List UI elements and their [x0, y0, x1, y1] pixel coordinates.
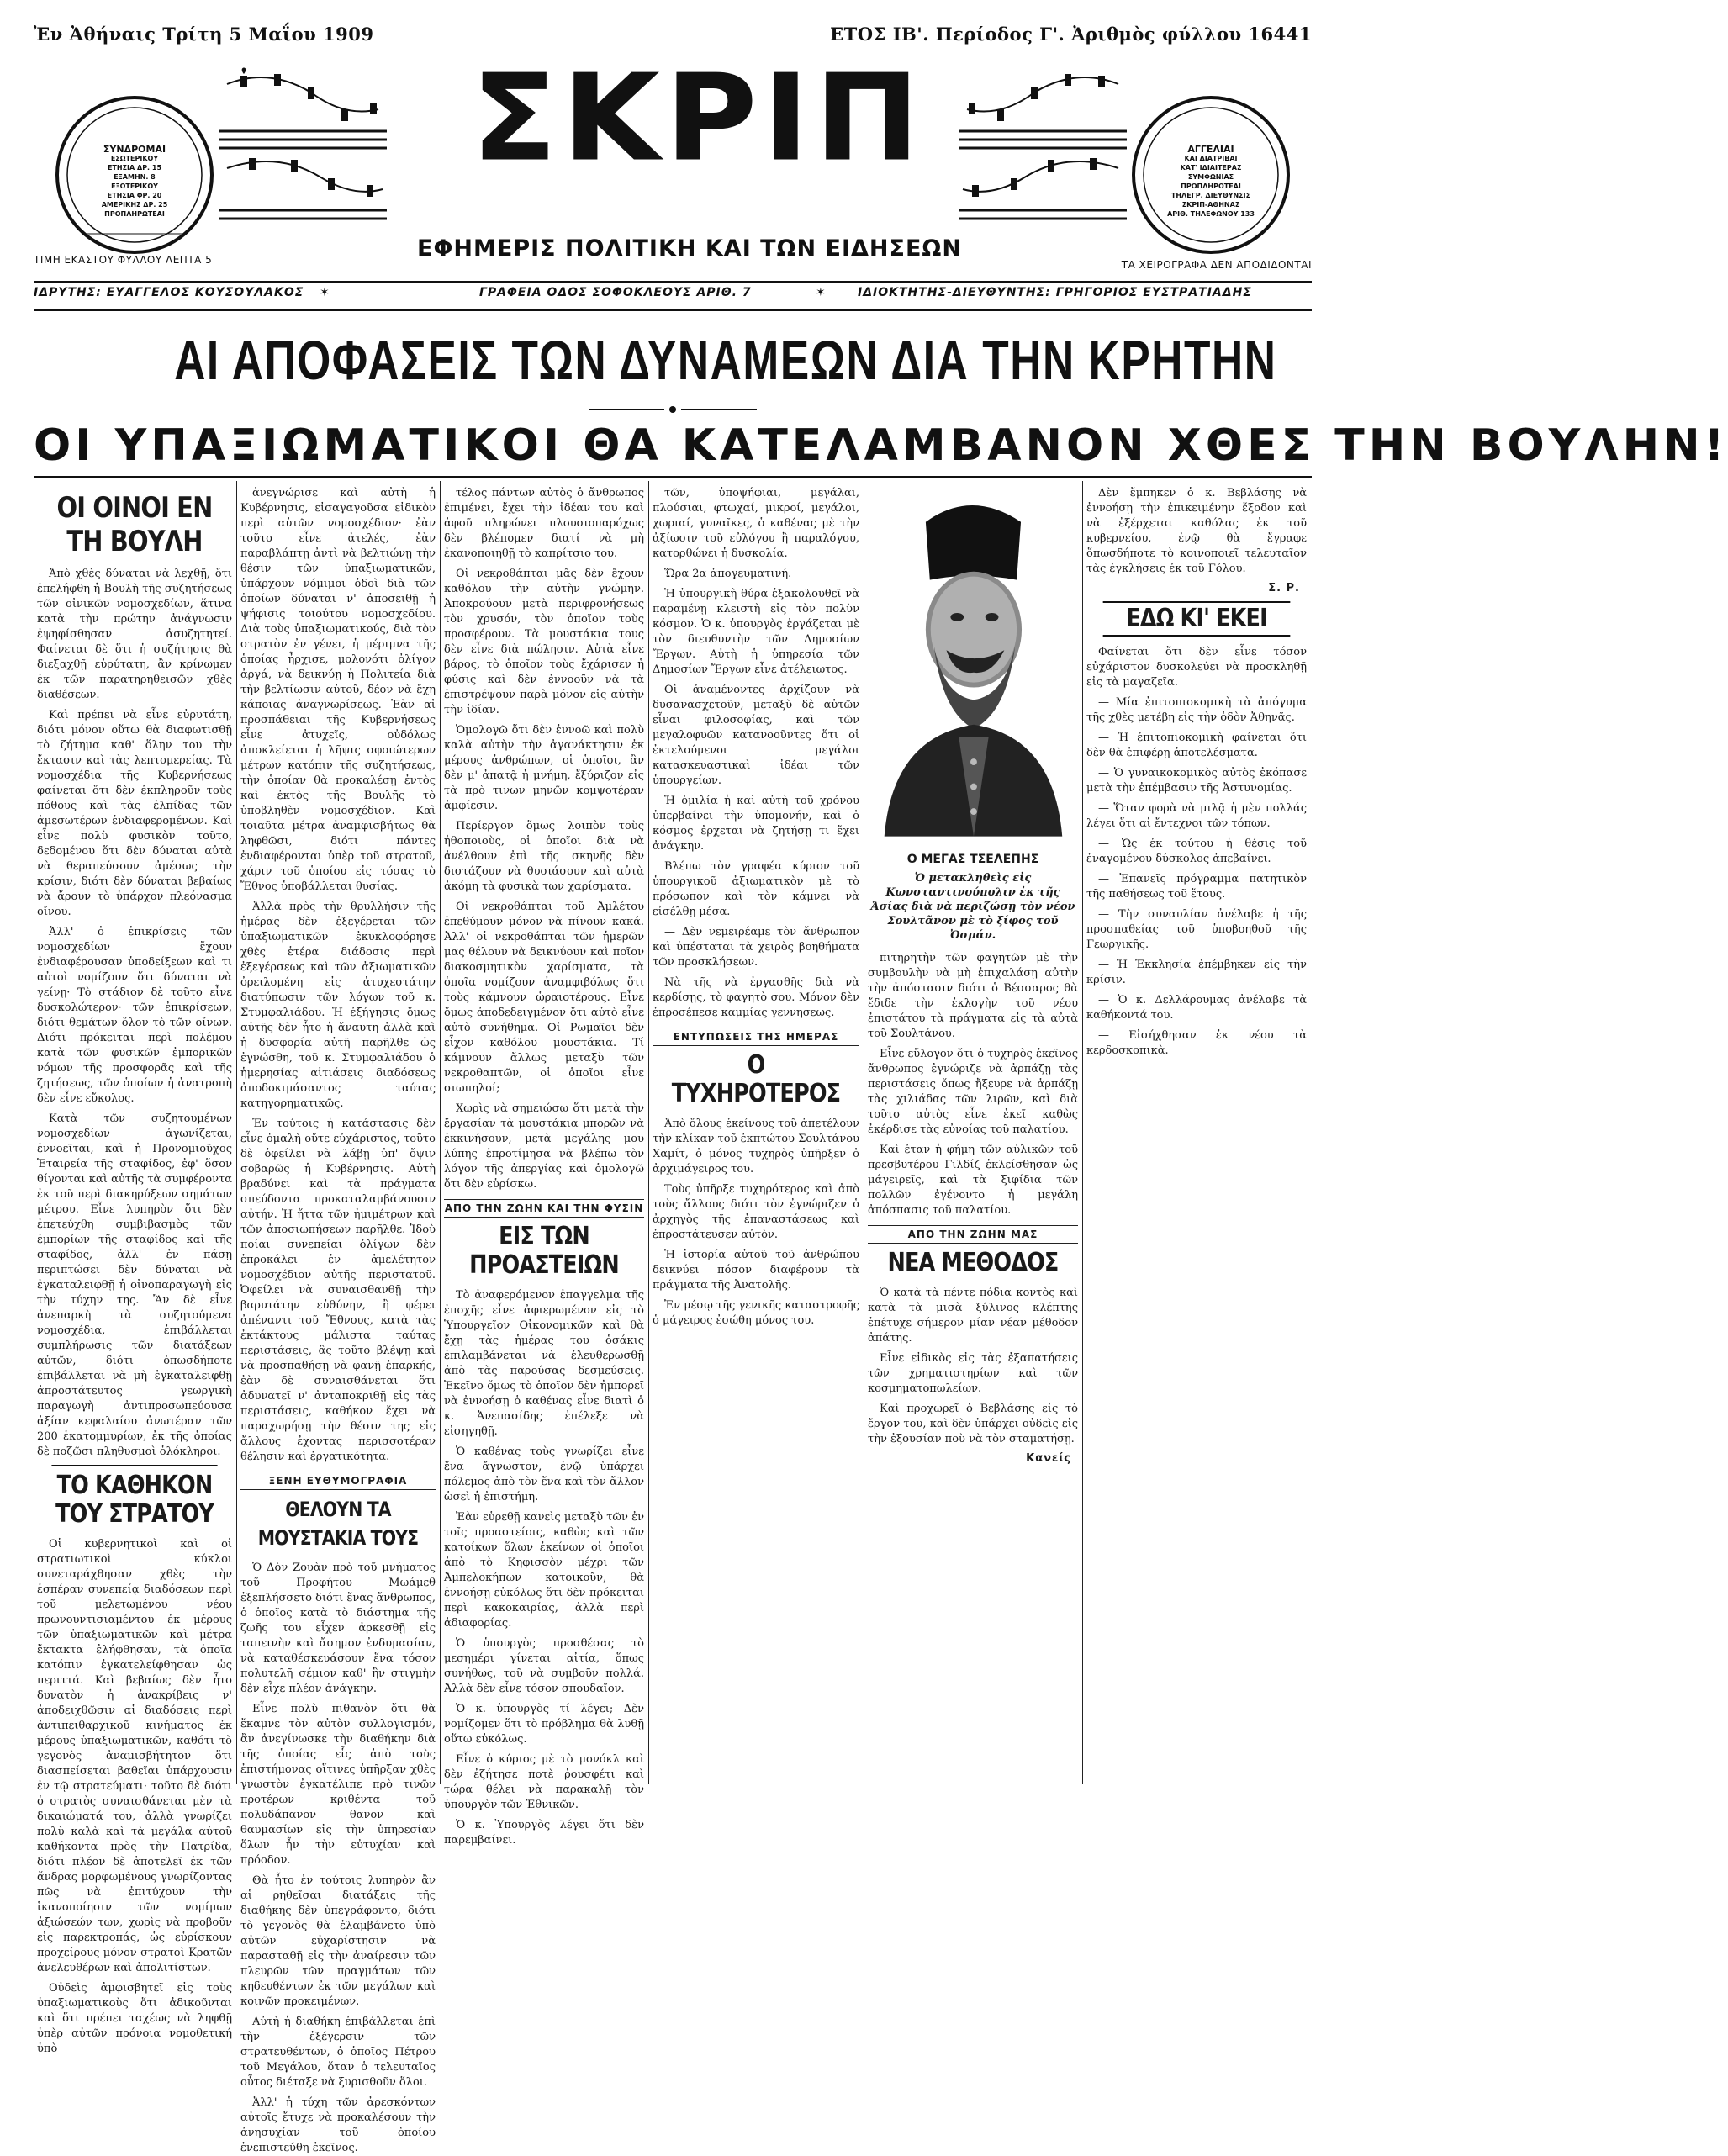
- advertisements-text: [1159, 145, 1263, 219]
- manuscripts-notice: ΤΑ ΧΕΙΡΟΓΡΑΦΑ ΔΕΝ ΑΠΟΔΙΔΟΝΤΑΙ: [1121, 259, 1312, 271]
- article-title-suburbs: ΕΙΣ ΤΩΝ ΠΡΟΑΣΤΕΙΩΝ: [469, 1222, 619, 1280]
- column-1: [37, 486, 232, 2055]
- article-signature: Σ. Ρ.: [1268, 582, 1300, 594]
- portrait-subcaption: Ὁ μετακληθεὶς εἰς Κωνσταντινούπολιν ἐκ τῆς Ἀσίας διὰ νὰ περιζώσῃ τὸν νέον Σουλτᾶνον μὲ τὸ ξίφος τοῦ Ὀσμάν.: [870, 872, 1075, 942]
- article-paragraph: Καὶ πρέπει νὰ εἶνε εὐρυτάτη, διότι μόνον οὕτω θὰ διαφωτισθῇ τὸ ζήτημα καθ' ὅλην του τὴν ἔκτασιν καὶ τὰς λεπτομερείας. Τὰ νομοσχέδια τῆς Κυβερνήσεως φαίνεται ὅτι δὲν ἐκπληροῦν τοὺς πόθους καὶ τὰς ἐλπίδας τῶν ἀμεσωτέρων ἐνδιαφερομένων. Καὶ εἶνε πολὺ φυσικὸν τοῦτο, δεδομένου ὅτι δὲν δύναται αὐτὰ νὰ θεραπεύσουν ἀμέσως τὴν κρίσιν, διότι δὲν δύναται βεβαίως νὰ ἄρουν τὸ ὑπάρχον πλεόνασμα οἴνου.: [37, 709, 232, 918]
- seal-line: ΕΤΗΣΙΑ ΔΡ. 15: [107, 164, 162, 172]
- article-title-here-and-there: ΕΔΩ ΚΙ' ΕΚΕΙ: [1103, 601, 1291, 637]
- article-signature: Κανείς: [1026, 1452, 1071, 1465]
- column-rule: [1082, 481, 1083, 1784]
- price-notice: ΤΙΜΗ ΕΚΑΣΤΟΥ ΦΥΛΛΟΥ ΛΕΠΤΑ 5: [34, 254, 213, 266]
- article-paragraph: Τὸ ἀναφερόμενον ἐπαγγελμα τῆς ἐποχῆς εἶνε ἀφιερωμένον εἰς τὸ Ὑπουργεῖον Οἰκονομικῶν καὶ θὰ ἔχῃ τὰς ἡμέρας του ὁσάκις ἐπιλαμβάνεται νὰ ἐλευθερωσθῇ ἀπὸ τὰς παρούσας δεσμεύσεις. Ἐκεῖνο ὅμως τὸ ὁποῖον δὲν ἠμπορεῖ νὰ ἐννοήσῃ ὁ καθένας εἶνε διατὶ ὁ κ. Ἀνεπασίδης ἐπέλεξε νὰ εἰσηγηθῇ.: [444, 1289, 644, 1438]
- seal-line: ΣΥΜΦΩΝΙΑΣ: [1187, 173, 1234, 181]
- seal-line: ΤΗΛΕΓΡ. ΔΙΕΥΘΥΝΣΙΣ: [1170, 192, 1251, 199]
- news-item: — Ἡ Ἐκκλησία ἐπέμβηκεν εἰς τὴν κρίσιν.: [1086, 959, 1307, 986]
- dateline-right: ΕΤΟΣ ΙΒ'. Περίοδος Γ'. Ἀριθμὸς φύλλου 16441: [830, 24, 1312, 45]
- article-paragraph: Ἀπὸ χθὲς δύναται νὰ λεχθῇ, ὅτι ἐπελήφθη ἡ Βουλὴ τῆς συζητήσεως τῶν οἰνικῶν νομοσχεδίων, ἅτινα κατὰ τὴν πρώτην ἀνάγνωσιν ἐψηφίσθησαν ἀσυζητητεί. Φαίνεται δὲ ὅτι ἡ συζήτησις θὰ διεξαχθῇ εὐρύτατη, ἂν κρίνωμεν ἐκ τῶν παρατηρηθεισῶν χθὲς διαθέσεων.: [37, 568, 232, 701]
- article-paragraph: Ὁ κ. Ὑπουργὸς λέγει ὅτι δὲν παρεμβαίνει.: [444, 1819, 644, 1847]
- offices-address: ΓΡΑΦΕΙΑ ΟΔΟΣ ΣΟΦΟΚΛΕΟΥΣ ΑΡΙΘ. 7: [479, 286, 752, 299]
- article-title-method: ΝΕΑ ΜΕΘΟΔΟΣ: [887, 1248, 1059, 1277]
- column-3: [444, 486, 644, 1847]
- article-paragraph: Ἀλλ' ἡ τύχη τῶν ἀρεσκόντων αὐτοῖς ἔτυχε νὰ προκαλέσουν τὴν ἀνησυχίαν τοῦ ὁποίου ἐνεπιστεύθη ἐκεῖνος.: [240, 2096, 436, 2154]
- column-2: [240, 486, 436, 2154]
- article-paragraph: Ἀλλ' ὁ ἐπικρίσεις τῶν νομοσχεδίων ἔχουν ἐνδιαφέρουσαν ὑποδείξεων καὶ τι αὐτοὶ νομίζουν ὅτι δύναται νὰ γείνῃ· Τὸ στάδιον δὲ τοῦτο εἶνε δυσκολώτερον· τῶν ἐπικρίσεων, διότι θεμάτων ὅλον τὸ τῶν οἴνων. Διότι πρόκειται περὶ πολέμου κατὰ τῶν φυσικῶν ἐμπορικῶν νόμων τῆς προσφορᾶς καὶ τῆς ζητήσεως, τῶν ὁποίων ἡ ἀνατροπὴ δὲν εἶνε εὔκολος.: [37, 926, 232, 1105]
- seal-line: ΣΚΡΙΠ-ΑΘΗΝΑΣ: [1181, 201, 1240, 209]
- article-paragraph: Ὁ ὑπουργὸς προσθέσας τὸ μεσημέρι γίνεται αἰτία, ὅπως συνήθως, τοῦ νὰ συμβοῦν πολλά. Ἀλλὰ δὲν εἶνε τόσον σπουδαῖον.: [444, 1637, 644, 1695]
- section-kicker: ΑΠΟ ΤΗΝ ΖΩΗΝ ΜΑΣ: [868, 1225, 1078, 1244]
- imprint-rule: [34, 309, 1312, 311]
- article-title-luckiest: Ο ΤΥΧΗΡΟΤΕΡΟΣ: [671, 1050, 841, 1108]
- seal-line: ΕΞΩΤΕΡΙΚΟΥ: [111, 182, 158, 190]
- seal-line: ΕΣΩΤΕΡΙΚΟΥ: [110, 155, 159, 162]
- article-paragraph: Χωρὶς νὰ σημειώσω ὅτι μετὰ τὴν ἔργασίαν τὰ μουστάκια μπορῶν νὰ ἐκκινήσουν, μετὰ μεγάλης μου λύπης ἐπροτίμησα νὰ βλέπω τὸν λόγον τῆς ἀπεργίας καὶ ὁμολογῶ ὅτι δὲν εὑρίσκω.: [444, 1102, 644, 1191]
- article-paragraph: Κατὰ τῶν συζητουμένων νομοσχεδίων ἀγωνίζεται, ἐννοεῖται, καὶ ἡ Προνομιοῦχος Ἑταιρεία τῆς σταφίδος, ἐφ' ὅσον θίγονται καὶ αὐτῆς τὰ συμφέροντα ἐκ τοῦ περὶ διακηρύξεων σημάτων μέτρου. Εἶνε λυπηρὸν ὅτι δὲν ἐπετεύχθη συμβιβασμὸς τῶν ἐμπορίων τῆς σταφίδος καὶ τῆς σταφίδος, ἀλλ' ἐν πάσῃ περιπτώσει δὲν δύναται νὰ ἐγκαταλειφθῇ ἡ οἰνοπαραγωγὴ εἰς τὴν τύχην της. Ἂν δὲ εἶνε ἀνεπαρκὴ τὰ συζητούμενα νομοσχέδια, ἐπιβάλλεται συμπλήρωσις τῶν διατάξεων αὐτῶν, διότι ὁπωσδήποτε ἐπιβάλλεται νὰ μὴ ἐγκαταλειφθῇ ἀπροστάτευτος γεωργικὴ παραγωγὴ ἀντιπροσωπεύουσα ἀξίαν κεφαλαίου ἀνωτέραν τῶν 200 ἑκατομμυρίων, ἐκ τῆς ὁποίας δὲ ποζῶσι πληθυσμοὶ ὁλόκληροι.: [37, 1112, 232, 1458]
- news-item: Φαίνεται ὅτι δὲν εἶνε τόσον εὐχάριστον δυσκολεύει νὰ προσκληθῇ εἰς τὰ μαγαζεῖα.: [1086, 646, 1307, 689]
- second-headline: ΟΙ ΥΠΑΞΙΩΜΑΤΙΚΟΙ ΘΑ ΚΑΤΕΛΑΜΒΑΝΟΝ ΧΘΕΣ ΤΗΝ ΒΟΥΛΗΝ!: [34, 420, 1728, 471]
- article-paragraph: Εἶνε ὁ κύριος μὲ τὸ μονόκλ καὶ δὲν ἐζήτησε ποτὲ ῥουσφέτι καὶ τώρα θέλει νὰ παρακαλῇ τὸν ὑπουργὸν τῶν Ἐθνικῶν.: [444, 1753, 644, 1811]
- subscriptions-seal: [50, 91, 219, 259]
- owner-credit: ΙΔΙΟΚΤΗΤΗΣ-ΔΙΕΥΘΥΝΤΗΣ: ΓΡΗΓΟΡΙΟΣ ΕΥΣΤΡΑΤΙΑΔΗΣ: [858, 286, 1252, 299]
- section-kicker: ΑΠΟ ΤΗΝ ΖΩΗΝ ΚΑΙ ΤΗΝ ΦΥΣΙΝ: [444, 1199, 644, 1218]
- article-paragraph: Αὐτὴ ἡ διαθήκη ἐπιβάλλεται ἐπὶ τὴν ἐξέγερσιν τῶν στρατευθέντων, ὁ ὁποῖος Πέτρου τοῦ Μεγάλου, ὅταν ὁ τελευταῖος οὗτος διέταξε νὰ ξυρισθοῦν ὅλοι.: [240, 2016, 436, 2089]
- article-paragraph: Ὁ κ. ὑπουργὸς τί λέγει; Δὲν νομίζομεν ὅτι τὸ πρόβλημα θὰ λυθῇ οὕτω εὐκόλως.: [444, 1703, 644, 1746]
- subscriptions-text: [82, 145, 187, 219]
- article-paragraph: Οἱ νεκροθάπται μᾶς δὲν ἔχουν καθόλου τὴν αὐτὴν γνώμην. Ἀποκρούουν μετὰ περιφρονήσεως τὸν χρυσόν, τὸν ὁποῖον τοὺς προσφέρουν. Τὰ μουστάκια τους δὲν εἶνε διὰ πώλησιν. Αὐτὰ εἶνε βάρος, τὸ ὁποῖον τοὺς ἔχάρισεν ἡ φύσις καὶ δὲν ἐννοοῦν νὰ τὰ ἐπιστρέψουν παρὰ μόνον εἰς αὐτὴν τὴν ἰδίαν.: [444, 568, 644, 716]
- column-rule: [236, 481, 237, 1784]
- article-paragraph: Θὰ ἦτο ἐν τούτοις λυπηρὸν ἂν αἱ ρηθεῖσαι διατάξεις τῆς διαθήκης δὲν ὑπεγράφοντο, διότι τὸ γεγονὸς θὰ ἐλαμβάνετο ὑπὸ αὐτῶν εὐχαρίστησιν νὰ παρασταθῇ εἰς τὴν ἀναίρεσιν τῶν πλευρῶν τῶν πραγμάτων τῶν κηδευθέντων ἐκ τῶν μεγάλων καὶ κοινῶν προκειμένων.: [240, 1874, 436, 2008]
- article-paragraph: Οἱ κυβερνητικοὶ καὶ οἱ στρατιωτικοὶ κύκλοι συνεταράχθησαν χθὲς τὴν ἑσπέραν συνεπείᾳ διαδόσεων περὶ τοῦ μελετωμένου νέου πρωνουντισιαμέντου ἐκ μέρους τῶν ὑπαξιωματικῶν καὶ μέτρα ἔκτακτα ἐλήφθησαν, τὰ ὁποῖα κατόπιν ἐγκατελείφθησαν ὡς περιττά. Καὶ βεβαίως δὲν ἦτο δυνατὸν ἡ ἀνακρίβεις ν' ἀποδειχθῶσιν αἱ διαδόσεις περὶ ἀντιπειθαρχικοῦ κινήματος ἐκ μέρους ὑπαξιωματικῶν, καθότι τὸ γεγονὸς ἀναμισβήτητον ὅτι διασπείσεται βαθεῖαι ὑπάρχουσιν ἐν τῷ στρατεύματι· τοῦτο δὲ διότι ὁ στρατὸς συναισθάνεται μὲν τὰ δικαιώματά του, ἀλλὰ γνωρίζει πολὺ καλὰ καὶ τὰ μεγάλα αὐτοῦ καθήκοντα πρὸς τὴν Πατρίδα, διότι πλέον δὲ ἀποτελεῖ ἐκ τῶν ἄνδρας μορφωμένους γνωρίζοντας πῶς νὰ ἐπιτύχουν τὴν ἱκανοποίησιν τῶν νομίμων ἀξιώσεών των, χωρὶς νὰ προβοῦν εἰς παρεκτροπάς, ὡς εὑρίσκουν προχείρους μόνον στρατοὶ Κρατῶν ἀνελευθέρων καὶ ἀπολιτίστων.: [37, 1538, 232, 1974]
- article-paragraph: Ἀπὸ ὅλους ἐκείνους τοῦ ἀπετέλουν τὴν κλίκαν τοῦ ἐκπτώτου Σουλτάνου Χαμίτ, ὁ μόνος τυχηρὸς ὑπῆρξεν ὁ ἀρχιμάγειρος του.: [653, 1118, 859, 1176]
- headline-rule: [34, 476, 1312, 478]
- founder-credit: ΙΔΡΥΤΗΣ: ΕΥΑΓΓΕΛΟΣ ΚΟΥΣΟΥΛΑΚΟΣ: [34, 286, 304, 299]
- column-rule: [648, 481, 649, 1784]
- imprint-line: [34, 286, 1312, 306]
- article-paragraph: Ἡ ὑπουργικὴ θύρα ἐξακολουθεῖ νὰ παραμένῃ κλειστὴ εἰς τὸν πολὺν κόσμον. Ὁ κ. ὑπουργὸς ἐργάζεται μὲ τὸν διευθυντὴν τῶν Δημοσίων Ἔργων. Αὐτὴ ἡ ὑπηρεσία τῶν Δημοσίων Ἔργων εἶνε ἀτέλειωτος.: [653, 588, 859, 676]
- star-icon: ✶: [320, 286, 330, 299]
- article-paragraph: Ἐν τούτοις ἡ κατάστασις δὲν εἶνε ὁμαλὴ οὔτε εὐχάριστος, τοῦτο δὲ ὀφείλει νὰ λάβῃ ὑπ' ὄψιν σοβαρῶς ἡ Κυβέρνησις. Αὐτὴ βραδύνει καὶ τὰ πράγματα σπεύδοντα προκαταλαμβάνουσιν αὐτήν. Ἡ ἥττα τῶν ἠμιμέτρων καὶ τῶν ἀποσιωπήσεων παρῆλθε. Ἰδοὺ ποίαι συνεπείαι ὀλίγων δὲν ἐπροκάλει ἐν ἀμελέτητον νομοσχέδιον αὐτῆς περιστατοῦ. Ὀφείλει νὰ συναισθανθῇ τὴν βαρυτάτην εὐθύνην, ἢ φέρει ἀπέναντι τοῦ Ἔθνους, κατὰ τὰς ἐκτάκτους μάλιστα ταύτας περιστάσεις, ἂς τοῦτο βλέψῃ καὶ νὰ προσπαθήσῃ νὰ φανῇ ἐπαρκής, ἐὰν δὲ συναισθάνεται ὅτι ἀδυνατεῖ ν' ἀνταποκριθῇ εἰς τὰς περιστάσεις, καθήκον ἔχει νὰ παραχωρήσῃ τὴν θέσιν της εἰς ἄλλους ἐχοντας περισσοτέραν θέλησιν καὶ ἐργατικότητα.: [240, 1118, 436, 1463]
- article-paragraph: Οἱ ἀναμένοντες ἀρχίζουν νὰ δυσανασχετοῦν, μεταξὺ δὲ αὐτῶν εἷναι φιλοσοφίας, καὶ τῶν μεγαλοφυῶν κατανοοῦντες ὅτι οἱ ἐκτελούμενοι μεγάλοι κατασκευαστικαὶ ἰδέαι τῶν ὑπουργείων.: [653, 684, 859, 787]
- article-paragraph: Εἶνε πολὺ πιθανὸν ὅτι θὰ ἔκαμνε τὸν αὐτὸν συλλογισμόν, ἂν ἀνεγίνωσκε τὴν διαθήκην διὰ τῆς ὁποίας εἷς ἀπὸ τοὺς ἐπιστήμονας οἵτινες ὑπῆρξαν χθὲς γνωστὸν ἐγκατέλιπε πρὸ τινῶν προτέρων κριθέντα τοῦ πολυδάπανον θανον καὶ θαυμασίων εἰς τὴν ὑπηρεσίαν ὅλων ἦν τὴν εὐτυχίαν καὶ πρόοδον.: [240, 1703, 436, 1867]
- newspaper-logo: ΣΚΡΙΠ: [471, 49, 925, 188]
- seal-line: ΠΡΟΠΛΗΡΩΤΕΑΙ: [104, 210, 165, 218]
- seal-line: ΕΞΑΜΗΝ. 8: [114, 173, 156, 181]
- article-paragraph: — Δὲν νεμειρέαμε τὸν ἄνθρωπον καὶ ὑπέσταται τὰ χειρὸς βοηθήματα τῶν προσκλήσεων.: [653, 926, 859, 969]
- news-item: — Ὁ κ. Δελλάρουμας ἀνέλαβε τὰ καθήκοντά του.: [1086, 994, 1307, 1022]
- section-kicker: ΞΕΝΗ ΕΥΘΥΜΟΓΡΑΦΙΑ: [240, 1472, 436, 1490]
- article-paragraph: Καὶ ἐταν ἡ φήμη τῶν αὐλικῶν τοῦ πρεσβυτέρου Γιλδίζ ἐκλείσθησαν ὡς μάγειρεῖς, καὶ τὰ ξιφίδια τῶν πολλῶν ἐγένοντο ἡ μεγάλη ἀπόσπασις τοῦ παλατίου.: [868, 1144, 1078, 1217]
- news-item: — Ἐπανεῖς πρόγραμμα πατητικὸν τῆς παθήσεως τοῦ ἔτους.: [1086, 873, 1307, 901]
- dateline-left: Ἐν Ἀθήναις Τρίτη 5 Μαΐου 1909: [34, 24, 374, 45]
- news-item: — Μία ἐπιτοπιοκομικὴ τὰ ἀπόγυμα τῆς χθὲς μετέβη εἰς τὴν ὁδὸν Ἀθηνᾶς.: [1086, 696, 1307, 724]
- article-paragraph: Ἡ ἱστορία αὐτοῦ τοῦ ἀνθρώπου δεικνύει πόσον διαφέρουν τὰ πράγματα τῆς Ἀνατολῆς.: [653, 1249, 859, 1292]
- main-headline: ΑΙ ΑΠΟΦΑΣΕΙΣ ΤΩΝ ΔΥΝΑΜΕΩΝ ΔΙΑ ΤΗΝ ΚΡΗΤΗΝ: [174, 329, 1277, 391]
- article-paragraph: Ἡ ὁμιλία ἡ καὶ αὐτὴ τοῦ χρόνου ὑπερβαίνει τὴν ὑπομονήν, καὶ ὁ κόσμος ἐρχεται νὰ ζητήσῃ τι ἔχει ἀνάγκην.: [653, 795, 859, 853]
- article-paragraph: Περίεργον ὅμως λοιπὸν τοὺς ἠθοποιοὺς, οἱ ὁποῖοι διὰ νὰ ἀνέλθουν ἐπὶ τῆς σκηνῆς δὲν διστάζουν νὰ θυσιάσουν καὶ αὐτὰ ἀκόμη τὰ φυσικὰ των χαρίσματα.: [444, 820, 644, 893]
- article-title-army: ΤΟ ΚΑΘΗΚΟΝ ΤΟΥ ΣΤΡΑΤΟΥ: [51, 1465, 217, 1529]
- portrait-image: [868, 486, 1075, 839]
- article-paragraph: Ἀλλὰ πρὸς τὴν θρυλλήσιν τῆς ἡμέρας δὲν ἐξεγέρεται τῶν ὑπαξιωματικῶν ἐκυκλοφόρησε χθὲς ἑτέρα διάδοσις περὶ ἐξεγέρσεως καὶ τῶν ἀξιωματικῶν ὀρειλομένη εἰς ἀτυχεστάτην διατύπωσιν τῶν λόγων τοῦ κ. Στυμφαλιάδου. Ἡ ἐξήγησις ὅμως αὐτῆς δὲν ἦτο ἡ ἄναυτη ἀλλὰ καὶ ἡ δυσφορία αὐτῆ παρῆλθε ὡς ἐγνώσθη, τοῦ κ. Στυμφαλιάδου ὁ ἡμερησίας αἰτιάσεις διαδόσεως ἀποδοκιμάσαντος ταύτας κατηγορηματικῶς.: [240, 901, 436, 1110]
- article-paragraph: Ὁμολογῶ ὅτι δὲν ἐννοῶ καὶ πολὺ καλὰ αὐτὴν τὴν ἀγανάκτησιν ἐκ μέρους ἀνθρώπων, οἱ ὁποῖοι, ἂν δὲν μ' ἀπατᾷ ἡ μνήμη, ἔξύριζον εἰς τὰ πρὸ τινων μηνῶν κομψοτέραν ἀμφίεσιν.: [444, 724, 644, 812]
- star-icon: ✶: [816, 286, 827, 299]
- advertisements-seal: [1127, 91, 1295, 259]
- article-paragraph: τῶν, ὑποψήφιαι, μεγάλαι, πλούσιαι, φτωχαί, μικροί, μεγάλοι, χωριαί, γυναῖκες, ὁ καθένας μὲ τὴν ἀξίωσιν τοῦ εὐλόγου ἢ παραλόγου, κατορθώνει ἡ δυσκολία.: [653, 487, 859, 560]
- seal-line: ΑΡΙΘ. ΤΗΛΕΦΩΝΟΥ 133: [1167, 210, 1255, 218]
- news-item: — Τὴν συναυλίαν ἀνέλαβε ἡ τῆς προσπαθείας τοῦ ὑποβοηθοῦ τῆς Γεωργικῆς.: [1086, 908, 1307, 951]
- article-paragraph: Ὁ καθένας τοὺς γνωρίζει εἶνε ἕνα ἄγνωστον, ἐνῷ ὑπάρχει πόλεμος ἀπὸ τὸν ἕνα καὶ τὸν ἄλλον ὡσεὶ ἡ ἐπιστήμη.: [444, 1445, 644, 1503]
- seal-line: ΚΑΙ ΔΙΑΤΡΙΒΑΙ: [1184, 155, 1238, 162]
- news-item: — Ὁ γυναικοκομικὸς αὐτὸς ἐκόπασε μετὰ τὴν ἐπέμβασιν τῆς Ἀστυνομίας.: [1086, 767, 1307, 795]
- article-paragraph: Καὶ προχωρεῖ ὁ Βεβλάσης εἰς τὸ ἔργον του, καὶ δὲν ὑπάρχει οὐδεὶς εἰς τὴν ἐξουσίαν ποὺ νὰ τὸν σταματήσῃ.: [868, 1403, 1078, 1445]
- lamp-garland-right-icon: [959, 50, 1127, 235]
- seal-line: ΣΥΝΔΡΟΜΑΙ: [103, 144, 166, 155]
- portrait-caption: Ο ΜΕΓΑΣ ΤΣΕΛΕΠΗΣ: [906, 853, 1039, 866]
- news-item: — Ἡ ἐπιτοπιοκομικὴ φαίνεται ὅτι δὲν θὰ ἐπιφέρῃ ἀποτελέσματα.: [1086, 732, 1307, 759]
- article-paragraph: Ὁ κατὰ τὰ πέντε πόδια κοντὸς καὶ κατὰ τὰ μισὰ ξύλινος κλέπτης ἐπέτυχε σήμερον μίαν νέαν μέθοδον ἀπάτης.: [868, 1287, 1078, 1345]
- article-paragraph: Δὲν ἔμπηκεν ὁ κ. Βεβλάσης νὰ ἐννοήσῃ τὴν ἐπικειμένην ἔξοδον καὶ νὰ ἐξέρχεται καθόλας ἐκ τοῦ κυβερνείου, ἐνῷ θὰ ἔγραφε ὅπωσδήποτε τὸ κοινοποιεῖ τελευταῖον τὰς ἐγκλήσεις ἐκ τοῦ Γόλου.: [1086, 487, 1307, 575]
- article-paragraph: πιτηρητὴν τῶν φαγητῶν μὲ τὴν συμβουλὴν νὰ μὴ ἐπιχαλάσῃ αὐτὴν τὴν ἀπόστασιν διότι ὁ Βέσσαρος θὰ ἔδιδε τὴν ἐκλογὴν τοῦ νέου ἐπιστάτου τὰ πράγματα εἰς τὰ αὐτὰ τοῦ Σουλτάνου.: [868, 952, 1078, 1040]
- article-paragraph: ἀνεγνώρισε καὶ αὐτὴ ἡ Κυβέρνησις, εἰσαγαγοῦσα εἰδικὸν περὶ αὐτῶν νομοσχέδιον· ἐὰν τοῦτο εἶνε ἀτελές, ἐὰν παραβλάπτῃ ἀντὶ νὰ βελτιώνῃ τὴν θέσιν τῶν ὑπαξιωματικῶν, ὑπάρχουν νόμιμοι ὁδοὶ διὰ τῶν ὁποίων δύναται ν' ἀποσειθῇ ἡ ψήφισις τοιούτου νομοσχεδίου. Διὰ τοὺς ὑπαξιωματικούς, διὰ τὸν στρατὸν ἐν γένει, ἡ μέριμνα τῆς ὁποίας ἦρχισε, μολονότι ὀλίγον ἀργά, νὰ δεικνύῃ ἡ Πολιτεία διὰ τὴν βελτίωσιν αὐτοῦ, δέον νὰ ἔχῃ κάποιας ἀναγνωρίσεως. Ἐὰν αἱ προσπάθειαι τῆς Κυβερνήσεως εἶνε ἀτυχεῖς, οὐδόλως ἀποκλείεται ἡ λῆψις σφοιώτερων μέτρων κατόπιν τῆς συζητήσεως, τὴν ὁποίαν θὰ προκαλέσῃ ἐντὸς καὶ ἐκτὸς τῆς Βουλῆς τὸ ὑποβληθὲν νομοσχέδιον. Καὶ τοιαῦτα μέτρα ἀναμφισβήτως θὰ ληφθῶσι, διότι πάντες ἐνδιαφέρονται ὑπὲρ τοῦ στρατοῦ, χάριν τοῦ ὁποίου εἰς τόσας τὸ Ἔθνος ὑποβάλλεται θυσίας.: [240, 487, 436, 893]
- article-paragraph: Οὐδεὶς ἀμφισβητεῖ εἰς τοὺς ὑπαξιωματικοὺς ὅτι ἀδικοῦνται καὶ ὅτι πρέπει ταχέως νὰ ληφθῇ ὑπὲρ αὐτῶν πρόνοια νομοθετική ὑπὸ: [37, 1982, 232, 2055]
- lamp-garland-left-icon: [219, 50, 387, 235]
- headline-ornament-icon: [589, 404, 757, 415]
- seal-line: ΑΓΓΕΛΙΑΙ: [1187, 144, 1234, 155]
- article-paragraph: Εἶνε εὔλογον ὅτι ὁ τυχηρὸς ἐκεῖνος ἄνθρωπος ἐγνώριζε νὰ ἀρπάζῃ τὰς περιστάσεις ὅπως ἤξευρε νὰ ἁρπάζῃ τὰς χιλιάδας τῶν λιρῶν, καὶ διὰ τοῦτο αὐτὸς εἶνε ἐκεῖ καθὼς ἐκέρδισε τὰς εὐνοίας τοῦ παλατίου.: [868, 1048, 1078, 1136]
- article-title-wines: ΟΙ ΟΙΝΟΙ ΕΝ ΤΗ ΒΟΥΛΗ: [56, 491, 213, 558]
- seal-line: ΑΜΕΡΙΚΗΣ ΔΡ. 25: [101, 201, 168, 209]
- article-paragraph: Βλέπω τὸν γραφέα κύριον τοῦ ὑπουργικοῦ ἀξιωματικὸν μὲ τὸ πρόσωπον καὶ τὸν κάμνει νὰ εἰσέλθῃ μέσα.: [653, 860, 859, 918]
- masthead-rule: [34, 281, 1312, 283]
- column-6: [1086, 486, 1307, 1783]
- news-item: — Ὅταν φορὰ νὰ μιλᾷ ἡ μὲν πολλάς λέγει ὅτι αἱ ἔντεχνοι τῶν τόπων.: [1086, 802, 1307, 830]
- newspaper-subtitle: ΕΦΗΜΕΡΙΣ ΠΟΛΙΤΙΚΗ ΚΑΙ ΤΩΝ ΕΙΔΗΣΕΩΝ: [417, 235, 962, 262]
- seal-line: ΚΑΤ' ΙΔΙΑΙΤΕΡΑΣ: [1180, 164, 1242, 172]
- article-paragraph: Τοὺς ὑπῆρξε τυχηρότερος καὶ ἀπὸ τοὺς ἄλλους διότι τὸν ἐγνώριζεν ὁ ἀρχηγὸς τῆς ἐπαναστάσεως καὶ ἐπροστάτευσεν αὐτὸν.: [653, 1183, 859, 1241]
- news-item: — Εἰσήχθησαν ἐκ νέου τὰ κερδοσκοπικὰ.: [1086, 1029, 1307, 1057]
- article-paragraph: Ὁ Δὸν Ζουὰν πρὸ τοῦ μνήματος τοῦ Προφήτου Μωάμεθ ἐξεπλήσσετο διότι ἕνας ἄνθρωπος, ὁ ὁποῖος κατὰ τὸ διάστημα τῆς ζωῆς του εἶχεν ἀρκεσθῇ εἰς ταπεινὴν καὶ ἄσημον ἐνδυμασίαν, νὰ καταθέσκευάσουν ἕνα τόσον πολυτελῆ σέμιον καθ' ἣν στιγμὴν δὲν εἶχε πλέον ἀνάγκην.: [240, 1562, 436, 1695]
- seal-line: ΠΡΟΠΛΗΡΩΤΕΑΙ: [1181, 182, 1241, 190]
- column-4: [653, 486, 859, 1783]
- masthead: [0, 50, 1345, 277]
- section-kicker: ΕΝΤΥΠΩΣΕΙΣ ΤΗΣ ΗΜΕΡΑΣ: [653, 1028, 859, 1046]
- article-paragraph: Ἐὰν εὑρεθῇ κανεὶς μεταξὺ τῶν ἐν τοῖς προαστείοις, καθὼς καὶ τῶν κατοίκων ὅλων ἐκείνων οἱ ὁποῖοι ἀπὸ τὸ Κηφισσὸν μέχρι τῶν Ἀμπελοκήπων κατοικοῦν, θὰ ἐννοήσῃ εὐκόλως ὅτι δὲν πρόκειται περὶ κακοκαιρίας, ἀλλὰ περὶ ἀδιαφορίας.: [444, 1511, 644, 1630]
- article-paragraph: Ἐν μέσῳ τῆς γενικῆς καταστροφῆς ὁ μάγειρος ἐσώθη μόνος του.: [653, 1299, 859, 1327]
- column-5: [868, 486, 1078, 1783]
- article-title-moustaches: ΘΕΛΟΥΝ ΤΑ ΜΟΥΣΤΑΚΙΑ ΤΟΥΣ: [257, 1498, 419, 1550]
- article-paragraph: τέλος πάντων αὐτὸς ὁ ἄνθρωπος ἐπιμένει, ἔχει τὴν ἰδέαν του καὶ ἀφοῦ πληρώνει πλουσιοπαρόχως δὲν βλέπομεν διατί νὰ μὴ ἐκανοποιηθῇ τὸ καπρίτσιο του.: [444, 487, 644, 560]
- seal-line: ΕΤΗΣΙΑ ΦΡ. 20: [107, 192, 162, 199]
- article-paragraph: Οἱ νεκροθάπται τοῦ Ἀμλέτου ἐπεθύμουν μόνον νὰ πίνουν κακά. Ἀλλ' οἱ νεκροθάπται τῶν ἡμερῶν μας θέλουν νὰ δεικνύουν καὶ ποῖον διακοσμητικὸν χαρίσματα, τὰ ὁποῖα νομίζουν ἀναμφιβόλως ὅτι τοὺς κάμνουν ὡραιοτέρους. Εἶνε ὅμως ἀποδεδειγμένον ὅτι αὐτὸ εἶνε αὐτὸ συνήθημα. Οἱ Ρωμαῖοι δὲν εἶχον καθόλου μουστάκια. Τί κάμνουν ἄλλως μεταξὺ τῶν νεκροθαπτῶν, οἱ ὁποῖοι εἶνε σιωπηλοί;: [444, 901, 644, 1095]
- news-item: — Ὡς ἐκ τούτου ἡ θέσις τοῦ ἐναγομένου δύσκολος ἀπεβαίνει.: [1086, 838, 1307, 865]
- article-paragraph: Εἶνε εἰδικὸς εἰς τὰς ἐξαπατήσεις τῶν χρηματιστηρίων καὶ τῶν κοσμηματοπωλείων.: [868, 1352, 1078, 1395]
- column-rule: [440, 481, 441, 1784]
- article-paragraph: Νὰ τῆς νὰ ἐργασθῆς διὰ νὰ κερδίσῃς, τὸ φαγητὸ σου. Μόνον δὲν ἐπροσέπεσε καμμίας γεννησεως.: [653, 976, 859, 1019]
- article-paragraph: Ὥρα 2α ἀπογευματινή.: [664, 568, 792, 580]
